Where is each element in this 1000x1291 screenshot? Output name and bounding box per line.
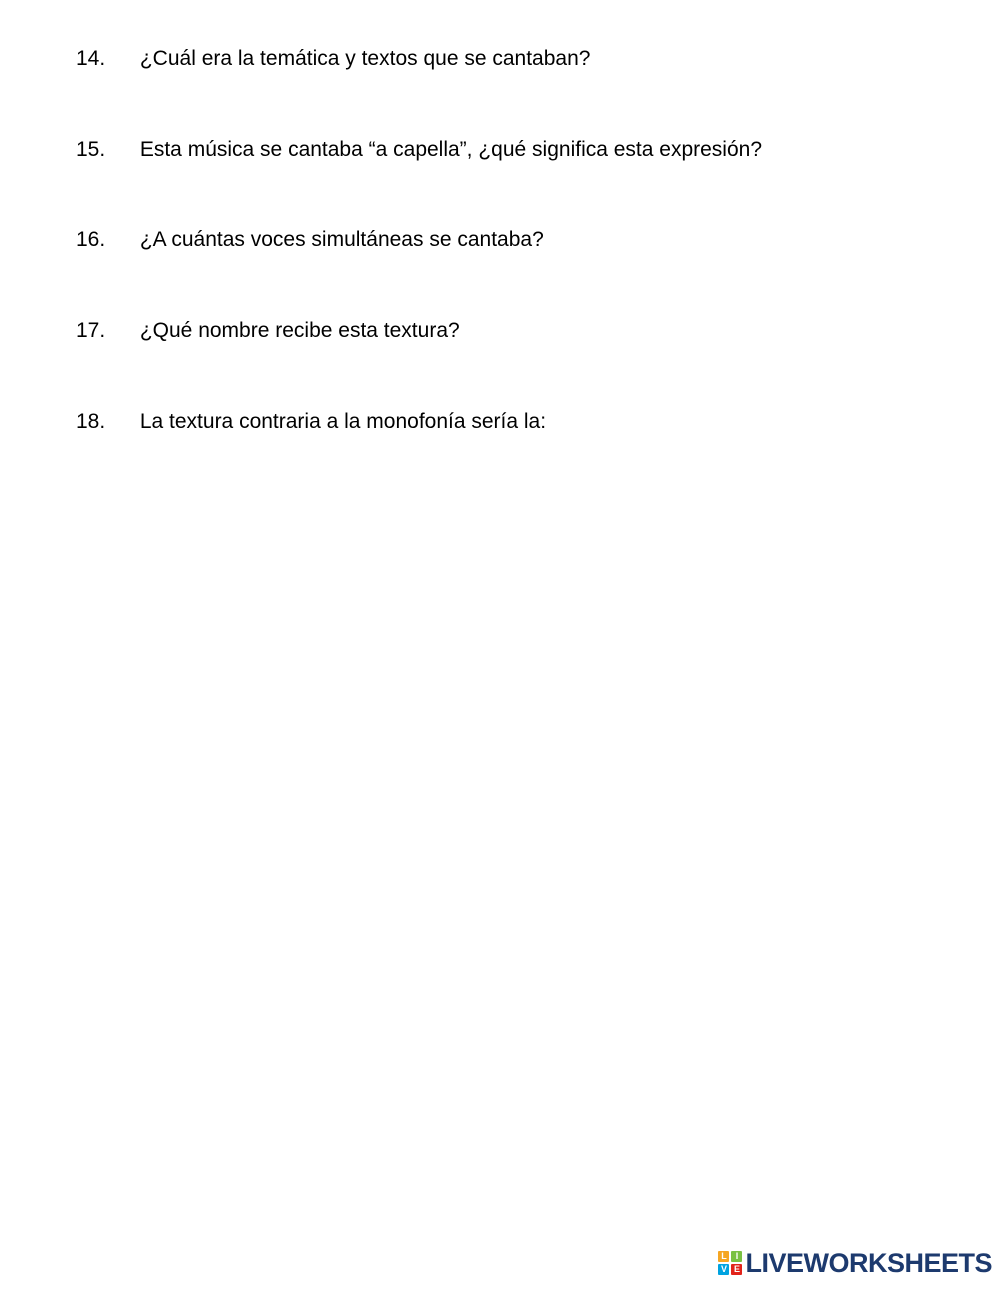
question-text: La textura contraria a la monofonía sería la: bbox=[139, 410, 547, 433]
question-15 bbox=[76, 135, 762, 165]
question-text: Esta música se cantaba “a capella”, ¿qué significa esta expresión? bbox=[139, 138, 763, 161]
liveworksheets-logo-icon bbox=[718, 1251, 742, 1275]
logo-cell: I bbox=[731, 1251, 742, 1262]
question-14 bbox=[76, 44, 590, 74]
logo-cell: E bbox=[731, 1264, 742, 1275]
logo-cell: L bbox=[718, 1251, 729, 1262]
liveworksheets-wordmark: LIVEWORKSHEETS bbox=[745, 1248, 992, 1278]
question-number: 18. bbox=[76, 410, 106, 433]
question-17 bbox=[76, 316, 460, 346]
question-text: ¿A cuántas voces simultáneas se cantaba? bbox=[139, 228, 544, 251]
question-number: 15. bbox=[76, 138, 106, 161]
question-number: 17. bbox=[76, 319, 106, 342]
question-18 bbox=[76, 407, 546, 437]
question-text: ¿Cuál era la temática y textos que se cantaban? bbox=[139, 47, 591, 70]
question-number: 14. bbox=[76, 47, 106, 70]
question-number: 16. bbox=[76, 228, 106, 251]
logo-cell: V bbox=[718, 1264, 729, 1275]
liveworksheets-brand[interactable] bbox=[718, 1249, 992, 1277]
question-16 bbox=[76, 225, 544, 255]
question-text: ¿Qué nombre recibe esta textura? bbox=[139, 319, 460, 342]
